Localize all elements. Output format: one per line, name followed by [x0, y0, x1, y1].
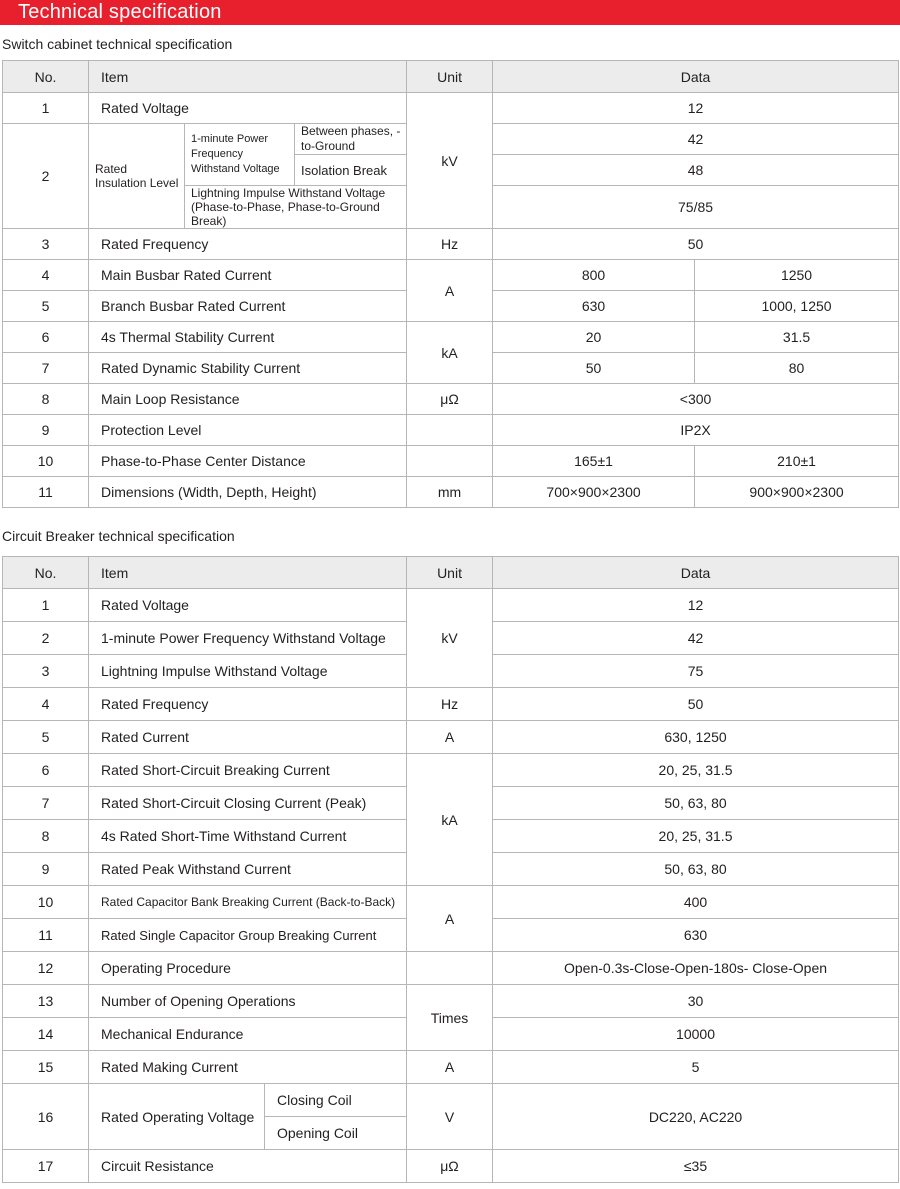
row-no: 3: [3, 655, 89, 688]
row-subitem: Isolation Break: [295, 155, 407, 186]
row-data: 630: [493, 919, 899, 952]
row-item: Dimensions (Width, Depth, Height): [89, 477, 407, 508]
row-subitem: Lightning Impulse Withstand Voltage (Phase-to-Phase, Phase-to-Ground Break): [185, 186, 407, 229]
row-no: 1: [3, 589, 89, 622]
circuit-breaker-caption: Circuit Breaker technical specification: [2, 528, 235, 544]
table-row: [3, 260, 899, 291]
row-unit: [407, 446, 493, 477]
row-no: 3: [3, 229, 89, 260]
table-row: [3, 754, 899, 787]
row-data: 50: [493, 688, 899, 721]
row-data-1: 800: [493, 260, 695, 291]
row-unit: kA: [407, 754, 493, 886]
row-unit: A: [407, 260, 493, 322]
table-row: [3, 721, 899, 754]
row-no: 8: [3, 384, 89, 415]
table-row: [3, 589, 899, 622]
circuit-breaker-table: [2, 556, 899, 1183]
table-row: [3, 952, 899, 985]
row-data: Open-0.3s-Close-Open-180s- Close-Open: [493, 952, 899, 985]
switch-cabinet-caption: Switch cabinet technical specification: [2, 36, 233, 52]
row-unit: A: [407, 1051, 493, 1084]
header-unit: Unit: [407, 61, 493, 93]
row-item: Branch Busbar Rated Current: [89, 291, 407, 322]
header-no: No.: [3, 557, 89, 589]
row-no: 11: [3, 477, 89, 508]
row-item: Rated Insulation Level: [89, 124, 185, 229]
row-unit: [407, 952, 493, 985]
header-item: Item: [89, 557, 407, 589]
row-subitem: Between phases, -to-Ground: [295, 124, 407, 155]
row-item: Rated Voltage: [89, 589, 407, 622]
row-data: <300: [493, 384, 899, 415]
row-unit: kV: [407, 93, 493, 229]
row-item: Circuit Resistance: [89, 1150, 407, 1183]
row-unit: A: [407, 886, 493, 952]
header-data: Data: [493, 557, 899, 589]
row-data-2: 1000, 1250: [695, 291, 899, 322]
row-unit: kV: [407, 589, 493, 688]
row-item: Rated Capacitor Bank Breaking Current (Back-to-Back): [89, 886, 407, 919]
row-data: 75/85: [493, 186, 899, 229]
row-item: Lightning Impulse Withstand Voltage: [89, 655, 407, 688]
table-row: [3, 93, 899, 124]
row-no: 2: [3, 622, 89, 655]
row-data-2: 31.5: [695, 322, 899, 353]
row-data-2: 1250: [695, 260, 899, 291]
row-data-1: 700×900×2300: [493, 477, 695, 508]
row-data: 630, 1250: [493, 721, 899, 754]
row-item: Protection Level: [89, 415, 407, 446]
row-unit: Hz: [407, 688, 493, 721]
row-item: Number of Opening Operations: [89, 985, 407, 1018]
row-no: 16: [3, 1084, 89, 1150]
table-header-row: [3, 61, 899, 93]
row-unit: mm: [407, 477, 493, 508]
row-item: Rated Operating Voltage: [89, 1084, 265, 1150]
table-row: [3, 1084, 899, 1117]
row-no: 11: [3, 919, 89, 952]
header-unit: Unit: [407, 557, 493, 589]
row-no: 7: [3, 353, 89, 384]
row-no: 12: [3, 952, 89, 985]
row-item: Phase-to-Phase Center Distance: [89, 446, 407, 477]
row-no: 15: [3, 1051, 89, 1084]
row-no: 7: [3, 787, 89, 820]
table-row: [3, 415, 899, 446]
row-unit: V: [407, 1084, 493, 1150]
row-unit: Times: [407, 985, 493, 1051]
row-item: Operating Procedure: [89, 952, 407, 985]
row-unit: kA: [407, 322, 493, 384]
row-no: 9: [3, 853, 89, 886]
row-data: 30: [493, 985, 899, 1018]
row-item: Rated Single Capacitor Group Breaking Current: [89, 919, 407, 952]
row-no: 5: [3, 721, 89, 754]
row-data: ≤35: [493, 1150, 899, 1183]
row-data: 12: [493, 93, 899, 124]
table-row: [3, 688, 899, 721]
row-data-2: 900×900×2300: [695, 477, 899, 508]
row-item: 4s Rated Short-Time Withstand Current: [89, 820, 407, 853]
row-no: 6: [3, 322, 89, 353]
row-data: 20, 25, 31.5: [493, 754, 899, 787]
row-data: 50: [493, 229, 899, 260]
table-row: [3, 1150, 899, 1183]
row-data: DC220, AC220: [493, 1084, 899, 1150]
row-subitem: 1-minute Power Frequency Withstand Voltage: [185, 124, 295, 186]
table-row: [3, 446, 899, 477]
row-unit: [407, 415, 493, 446]
row-no: 9: [3, 415, 89, 446]
row-data-2: 80: [695, 353, 899, 384]
row-no: 1: [3, 93, 89, 124]
table-row: [3, 1051, 899, 1084]
row-data-1: 20: [493, 322, 695, 353]
row-item: 1-minute Power Frequency Withstand Voltage: [89, 622, 407, 655]
row-data-1: 165±1: [493, 446, 695, 477]
row-no: 10: [3, 446, 89, 477]
row-item: Rated Peak Withstand Current: [89, 853, 407, 886]
row-data: 50, 63, 80: [493, 787, 899, 820]
row-no: 2: [3, 124, 89, 229]
table-row: [3, 985, 899, 1018]
row-unit: μΩ: [407, 384, 493, 415]
row-no: 8: [3, 820, 89, 853]
row-item: Rated Dynamic Stability Current: [89, 353, 407, 384]
row-item: Main Busbar Rated Current: [89, 260, 407, 291]
header-no: No.: [3, 61, 89, 93]
page-title: Technical specification: [18, 1, 222, 23]
row-data: 48: [493, 155, 899, 186]
row-data: 400: [493, 886, 899, 919]
row-data: IP2X: [493, 415, 899, 446]
row-item: Rated Voltage: [89, 93, 407, 124]
row-data-2: 210±1: [695, 446, 899, 477]
row-item: Rated Frequency: [89, 688, 407, 721]
row-no: 4: [3, 260, 89, 291]
row-item: Rated Short-Circuit Closing Current (Peak): [89, 787, 407, 820]
switch-cabinet-table: [2, 60, 899, 508]
row-unit: μΩ: [407, 1150, 493, 1183]
row-data: 50, 63, 80: [493, 853, 899, 886]
row-data: 5: [493, 1051, 899, 1084]
row-no: 14: [3, 1018, 89, 1051]
row-item: Rated Making Current: [89, 1051, 407, 1084]
row-item: 4s Thermal Stability Current: [89, 322, 407, 353]
row-data: 42: [493, 622, 899, 655]
row-no: 6: [3, 754, 89, 787]
row-no: 5: [3, 291, 89, 322]
row-data: 20, 25, 31.5: [493, 820, 899, 853]
row-no: 4: [3, 688, 89, 721]
row-item: Rated Short-Circuit Breaking Current: [89, 754, 407, 787]
row-subitem: Opening Coil: [265, 1117, 407, 1150]
row-data: 42: [493, 124, 899, 155]
row-no: 17: [3, 1150, 89, 1183]
row-item: Rated Frequency: [89, 229, 407, 260]
row-unit: Hz: [407, 229, 493, 260]
row-data: 12: [493, 589, 899, 622]
row-item: Mechanical Endurance: [89, 1018, 407, 1051]
table-row: [3, 384, 899, 415]
table-row: [3, 229, 899, 260]
row-data: 10000: [493, 1018, 899, 1051]
row-data-1: 630: [493, 291, 695, 322]
row-subitem: Closing Coil: [265, 1084, 407, 1117]
row-item: Rated Current: [89, 721, 407, 754]
table-row: [3, 322, 899, 353]
header-data: Data: [493, 61, 899, 93]
row-item: Main Loop Resistance: [89, 384, 407, 415]
header-item: Item: [89, 61, 407, 93]
table-row: [3, 477, 899, 508]
table-header-row: [3, 557, 899, 589]
row-no: 10: [3, 886, 89, 919]
title-banner: [0, 0, 900, 25]
table-row: [3, 886, 899, 919]
row-data: 75: [493, 655, 899, 688]
row-no: 13: [3, 985, 89, 1018]
row-data-1: 50: [493, 353, 695, 384]
row-unit: A: [407, 721, 493, 754]
